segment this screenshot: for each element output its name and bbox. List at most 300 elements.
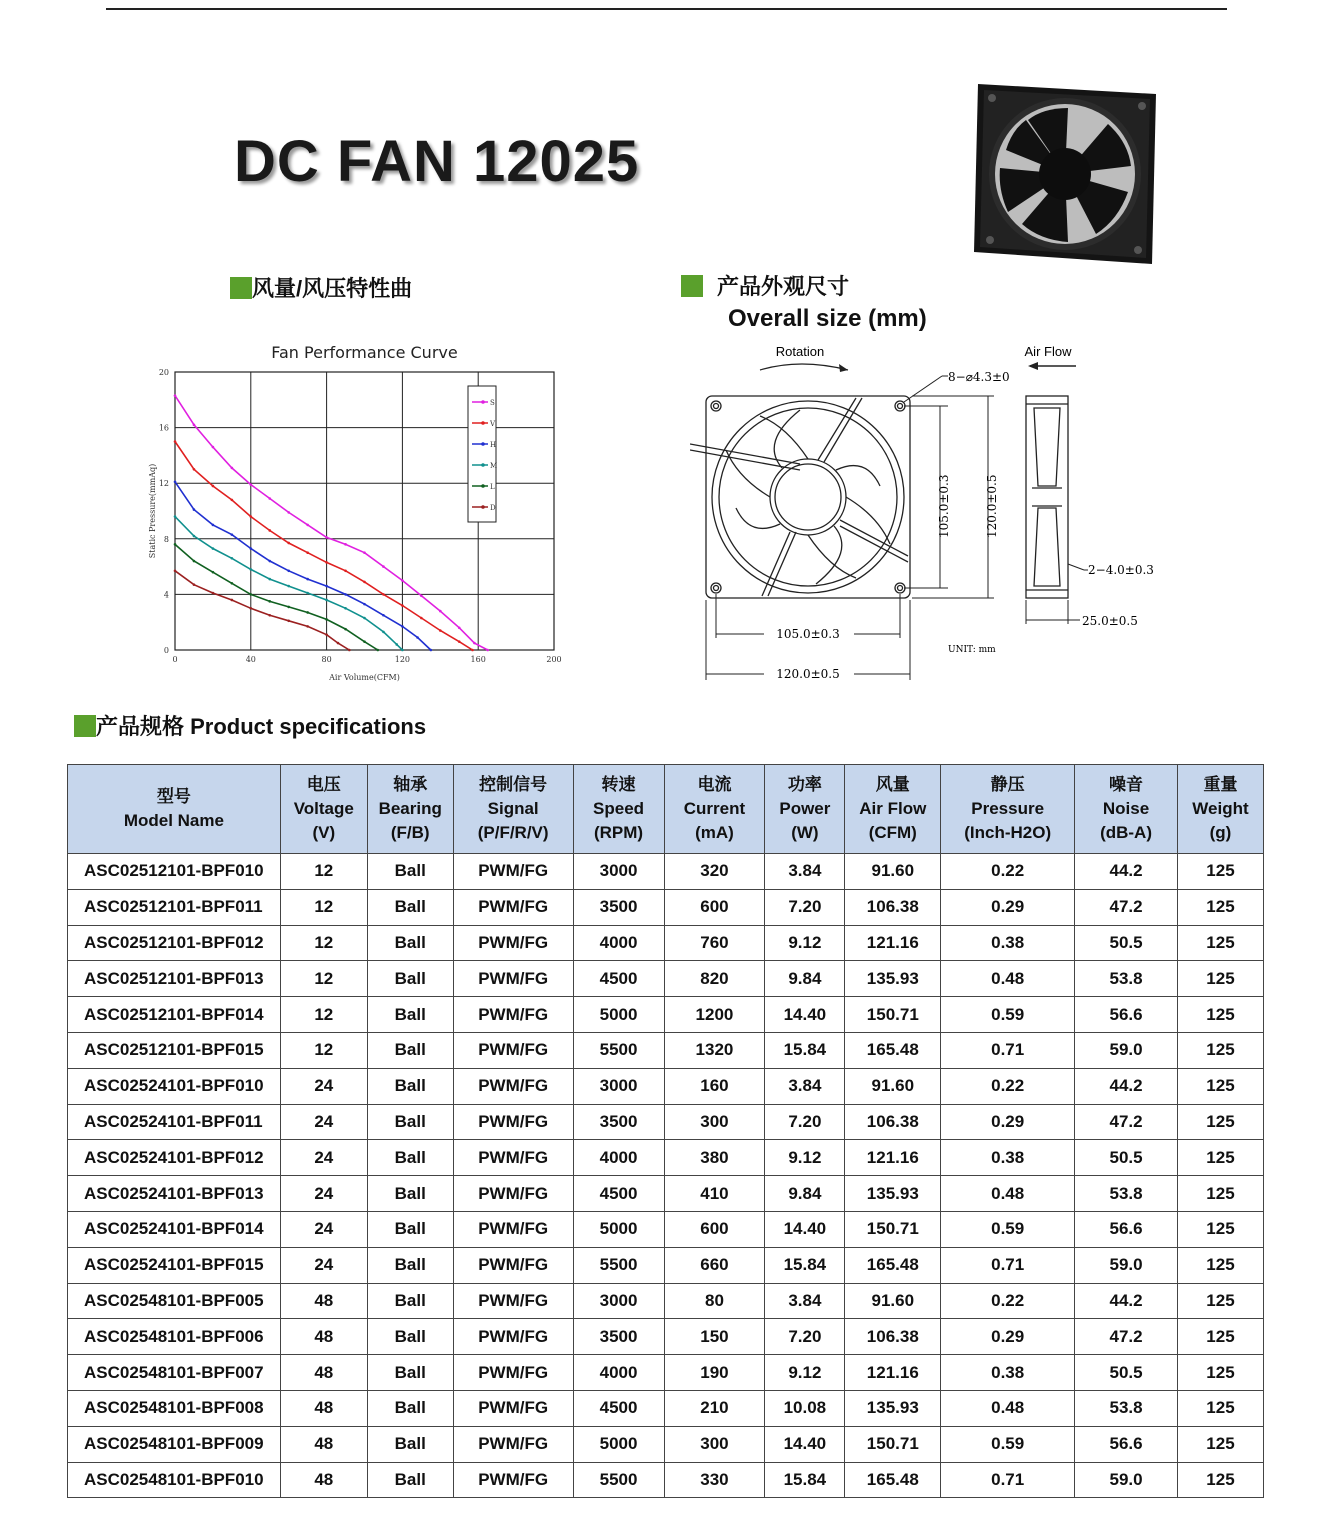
table-cell: PWM/FG (453, 997, 573, 1033)
legend-marker (481, 421, 485, 425)
table-cell: PWM/FG (453, 854, 573, 890)
table-cell: 0.38 (941, 1140, 1075, 1176)
table-cell: 0.71 (941, 1247, 1075, 1283)
header-line: Weight (1192, 799, 1249, 818)
column-header (280, 765, 367, 854)
table-cell: 24 (280, 1140, 367, 1176)
table-cell: PWM/FG (453, 1462, 573, 1498)
table-cell: 0.29 (941, 1104, 1075, 1140)
series-point-L (193, 560, 196, 563)
series-point-H (212, 524, 215, 527)
table-cell: 14.40 (765, 997, 845, 1033)
header-line: Current (683, 799, 746, 818)
table-cell: 4000 (573, 1140, 664, 1176)
table-cell: 121.16 (845, 925, 941, 961)
table-cell: 135.93 (845, 1176, 941, 1212)
spec-table (67, 764, 1264, 1498)
header-line: 静压 (990, 775, 1025, 794)
model-name-cell: ASC02524101-BPF011 (68, 1104, 281, 1140)
series-point-M (363, 617, 366, 620)
table-cell: Ball (367, 1390, 453, 1426)
table-cell: 0.22 (941, 1283, 1075, 1319)
table-cell: 4500 (573, 1176, 664, 1212)
table-cell: 300 (664, 1104, 765, 1140)
table-cell: 1200 (664, 997, 765, 1033)
series-point-L (344, 628, 347, 631)
plot-area (175, 372, 554, 650)
table-cell: Ball (367, 889, 453, 925)
legend-marker (481, 484, 485, 488)
table-cell: 24 (280, 1068, 367, 1104)
series-point-H (363, 603, 366, 606)
series-point-S (193, 424, 196, 427)
series-point-V (250, 515, 253, 518)
table-header-row (68, 765, 1264, 854)
table-cell: 125 (1177, 961, 1263, 997)
table-cell: PWM/FG (453, 1319, 573, 1355)
table-cell: 0.59 (941, 1211, 1075, 1247)
table-cell: 59.0 (1075, 1247, 1178, 1283)
series-point-H (325, 585, 328, 588)
table-cell: 190 (664, 1355, 765, 1391)
table-cell: 44.2 (1075, 854, 1178, 890)
column-header (367, 765, 453, 854)
airflow-label: Air Flow (1024, 344, 1072, 359)
series-point-V (401, 604, 404, 607)
table-cell: 5000 (573, 997, 664, 1033)
table-cell: PWM/FG (453, 889, 573, 925)
top-rule (106, 8, 1227, 10)
header-line: 重量 (1203, 775, 1238, 794)
model-name-cell: ASC02548101-BPF005 (68, 1283, 281, 1319)
table-row (68, 1211, 1264, 1247)
table-cell: 410 (664, 1176, 765, 1212)
model-name-cell: ASC02548101-BPF010 (68, 1462, 281, 1498)
series-point-V (287, 542, 290, 545)
column-header (1075, 765, 1178, 854)
series-point-V (174, 440, 177, 443)
table-cell: 9.12 (765, 1140, 845, 1176)
series-point-V (382, 593, 385, 596)
column-header (573, 765, 664, 854)
table-cell: Ball (367, 1247, 453, 1283)
table-cell: 12 (280, 961, 367, 997)
table-cell: 0.59 (941, 1426, 1075, 1462)
series-point-V (231, 499, 234, 502)
table-cell: 44.2 (1075, 1283, 1178, 1319)
header-line: Pressure (971, 799, 1045, 818)
table-cell: 48 (280, 1426, 367, 1462)
table-cell: Ball (367, 1104, 453, 1140)
table-row (68, 1462, 1264, 1498)
series-point-L (325, 618, 328, 621)
table-cell: Ball (367, 1426, 453, 1462)
table-cell: Ball (367, 1283, 453, 1319)
table-row (68, 1068, 1264, 1104)
page-title: DC FAN 12025 (234, 129, 640, 194)
table-cell: 7.20 (765, 1104, 845, 1140)
table-cell: PWM/FG (453, 1140, 573, 1176)
series-point-M (174, 515, 177, 518)
dim-105-vertical: 105.0±0.3 (937, 474, 951, 538)
green-square-icon (681, 275, 703, 297)
table-cell: 125 (1177, 1211, 1263, 1247)
fan-performance-chart (140, 338, 580, 688)
table-row (68, 854, 1264, 890)
table-cell: 3500 (573, 1104, 664, 1140)
table-cell: 15.84 (765, 1247, 845, 1283)
table-cell: 0.22 (941, 854, 1075, 890)
series-point-S (268, 497, 271, 500)
series-point-H (231, 533, 234, 536)
table-cell: 50.5 (1075, 1140, 1178, 1176)
table-cell: PWM/FG (453, 1176, 573, 1212)
table-cell: 0.38 (941, 925, 1075, 961)
series-point-S (212, 446, 215, 449)
dim-depth: 25.0±0.5 (1082, 614, 1138, 628)
green-square-icon (230, 277, 252, 299)
header-line: Bearing (378, 799, 442, 818)
rotation-arrowhead (839, 364, 848, 372)
table-cell: PWM/FG (453, 1104, 573, 1140)
series-point-V (193, 468, 196, 471)
x-tick-label: 40 (245, 655, 256, 664)
table-cell: 0.48 (941, 1176, 1075, 1212)
header-line: (dB-A) (1100, 823, 1152, 842)
side-view (1026, 396, 1068, 598)
y-tick-label: 12 (158, 479, 169, 489)
series-point-H (401, 625, 404, 628)
table-cell: 125 (1177, 925, 1263, 961)
series-point-L (174, 543, 177, 546)
header-line: 风量 (875, 775, 910, 794)
table-cell: 12 (280, 889, 367, 925)
series-point-S (325, 536, 328, 539)
table-cell: PWM/FG (453, 1355, 573, 1391)
series-point-D (337, 642, 340, 645)
fan-product-photo (968, 80, 1160, 266)
table-cell: 106.38 (845, 1104, 941, 1140)
table-cell: 47.2 (1075, 1319, 1178, 1355)
series-point-M (395, 643, 398, 646)
table-cell: 4500 (573, 1390, 664, 1426)
header-line: (F/B) (390, 823, 430, 842)
series-line-L (175, 544, 378, 650)
table-cell: Ball (367, 1462, 453, 1498)
table-cell: 48 (280, 1462, 367, 1498)
table-cell: PWM/FG (453, 1426, 573, 1462)
series-point-L (268, 600, 271, 603)
table-cell: 9.12 (765, 925, 845, 961)
table-row (68, 1426, 1264, 1462)
table-cell: 7.20 (765, 1319, 845, 1355)
table-cell: 165.48 (845, 1032, 941, 1068)
table-cell: 91.60 (845, 1068, 941, 1104)
legend-marker (481, 442, 485, 446)
series-point-L (231, 582, 234, 585)
table-cell: 5500 (573, 1247, 664, 1283)
y-tick-label: 8 (163, 534, 169, 544)
table-cell: 121.16 (845, 1355, 941, 1391)
model-name-cell: ASC02548101-BPF007 (68, 1355, 281, 1391)
table-cell: 9.84 (765, 961, 845, 997)
table-cell: 600 (664, 1211, 765, 1247)
table-cell: 165.48 (845, 1462, 941, 1498)
series-point-M (212, 547, 215, 550)
table-cell: 10.08 (765, 1390, 845, 1426)
series-point-L (212, 571, 215, 574)
table-cell: 9.12 (765, 1355, 845, 1391)
dim-flange: 2−4.0±0.3 (1088, 563, 1154, 577)
airflow-arrowhead (1028, 362, 1038, 370)
series-point-V (268, 529, 271, 532)
model-name-cell: ASC02512101-BPF015 (68, 1032, 281, 1068)
table-cell: 660 (664, 1247, 765, 1283)
series-point-M (401, 649, 404, 652)
series-point-H (287, 569, 290, 572)
table-cell: 300 (664, 1426, 765, 1462)
table-cell: 14.40 (765, 1211, 845, 1247)
legend-label: S (490, 399, 495, 407)
table-cell: PWM/FG (453, 961, 573, 997)
table-cell: 0.48 (941, 1390, 1075, 1426)
table-cell: Ball (367, 1068, 453, 1104)
header-line: Voltage (293, 799, 354, 818)
table-cell: Ball (367, 997, 453, 1033)
table-cell: 14.40 (765, 1426, 845, 1462)
table-cell: 3500 (573, 1319, 664, 1355)
series-point-S (473, 642, 476, 645)
table-cell: 48 (280, 1355, 367, 1391)
header-line: 噪音 (1109, 775, 1144, 794)
table-cell: 0.71 (941, 1032, 1075, 1068)
series-point-H (344, 593, 347, 596)
table-cell: 12 (280, 854, 367, 890)
table-row (68, 1283, 1264, 1319)
table-cell: 48 (280, 1390, 367, 1426)
table-cell: 760 (664, 925, 765, 961)
table-cell: 150 (664, 1319, 765, 1355)
table-cell: 3000 (573, 854, 664, 890)
table-cell: 91.60 (845, 854, 941, 890)
table-row (68, 1176, 1264, 1212)
series-point-L (363, 640, 366, 643)
series-point-D (348, 649, 351, 652)
legend-label: H (490, 441, 497, 449)
header-line: (RPM) (593, 823, 644, 842)
series-point-L (376, 649, 379, 652)
table-cell: 0.48 (941, 961, 1075, 997)
series-point-D (306, 625, 309, 628)
series-point-V (212, 485, 215, 488)
header-line: (V) (312, 823, 336, 842)
table-cell: 125 (1177, 1283, 1263, 1319)
dimension-drawing (690, 338, 1170, 688)
table-cell: 5500 (573, 1032, 664, 1068)
y-tick-label: 0 (163, 646, 169, 655)
x-tick-label: 0 (172, 655, 178, 664)
table-cell: Ball (367, 854, 453, 890)
header-line: (mA) (695, 823, 734, 842)
series-point-M (287, 585, 290, 588)
column-header (845, 765, 941, 854)
y-tick-label: 20 (158, 368, 169, 377)
header-line: 控制信号 (479, 775, 548, 794)
header-line: (g) (1209, 823, 1232, 842)
model-name-cell: ASC02524101-BPF014 (68, 1211, 281, 1247)
table-cell: 24 (280, 1211, 367, 1247)
legend-marker (481, 463, 485, 467)
series-point-M (325, 599, 328, 602)
rotation-arrow (760, 364, 848, 370)
series-point-S (382, 565, 385, 568)
y-tick-label: 16 (158, 423, 169, 433)
table-cell: 125 (1177, 1390, 1263, 1426)
table-row (68, 1319, 1264, 1355)
table-cell: 44.2 (1075, 1068, 1178, 1104)
table-cell: 165.48 (845, 1247, 941, 1283)
header-line: Air Flow (859, 799, 927, 818)
table-cell: 24 (280, 1176, 367, 1212)
column-header (664, 765, 765, 854)
table-row (68, 1355, 1264, 1391)
model-name-cell: ASC02524101-BPF012 (68, 1140, 281, 1176)
model-name-cell: ASC02512101-BPF010 (68, 854, 281, 890)
front-view (690, 396, 910, 598)
size-subheading: Overall size (mm) (728, 305, 927, 332)
table-cell: 91.60 (845, 1283, 941, 1319)
header-line: (Inch-H2O) (964, 823, 1052, 842)
unit-label: UNIT: mm (948, 645, 996, 655)
series-point-V (325, 561, 328, 564)
table-cell: 125 (1177, 1104, 1263, 1140)
rotation-label: Rotation (775, 344, 825, 359)
y-axis-label: Static Pressure(mmAq) (148, 463, 157, 559)
series-point-V (471, 649, 474, 652)
curve-heading: 风量/风压特性曲 (230, 272, 412, 303)
column-header (765, 765, 845, 854)
table-cell: 0.71 (941, 1462, 1075, 1498)
series-point-H (250, 547, 253, 550)
table-cell: PWM/FG (453, 1032, 573, 1068)
series-line-D (175, 571, 349, 650)
table-body (68, 854, 1264, 1498)
hole-label: 8−⌀4.3±0 (948, 370, 1010, 384)
table-cell: PWM/FG (453, 1247, 573, 1283)
series-point-V (363, 581, 366, 584)
table-cell: 24 (280, 1247, 367, 1283)
series-point-M (344, 607, 347, 610)
model-name-cell: ASC02524101-BPF010 (68, 1068, 281, 1104)
series-point-M (193, 535, 196, 538)
table-cell: 15.84 (765, 1032, 845, 1068)
series-point-S (174, 394, 177, 397)
table-cell: 50.5 (1075, 925, 1178, 961)
spec-heading: 产品规格 Product specifications (74, 710, 426, 741)
table-row (68, 1247, 1264, 1283)
legend-label: D (490, 504, 496, 512)
series-point-V (420, 617, 423, 620)
table-cell: 47.2 (1075, 889, 1178, 925)
table-cell: PWM/FG (453, 1068, 573, 1104)
table-cell: 135.93 (845, 961, 941, 997)
table-cell: 160 (664, 1068, 765, 1104)
series-point-H (382, 614, 385, 617)
x-tick-label: 200 (546, 655, 562, 664)
table-cell: 125 (1177, 1140, 1263, 1176)
table-row (68, 961, 1264, 997)
table-cell: Ball (367, 1176, 453, 1212)
header-line: Speed (593, 799, 645, 818)
table-cell: 3.84 (765, 854, 845, 890)
series-point-D (231, 599, 234, 602)
series-point-S (231, 467, 234, 470)
table-cell: 150.71 (845, 1426, 941, 1462)
table-cell: 135.93 (845, 1390, 941, 1426)
table-cell: 3000 (573, 1283, 664, 1319)
series-point-V (306, 551, 309, 554)
table-cell: 125 (1177, 1032, 1263, 1068)
table-cell: 3500 (573, 889, 664, 925)
model-name-cell: ASC02524101-BPF015 (68, 1247, 281, 1283)
table-cell: 125 (1177, 1068, 1263, 1104)
series-point-S (363, 551, 366, 554)
table-cell: 3000 (573, 1068, 664, 1104)
legend-label: M (490, 462, 498, 470)
table-cell: 0.22 (941, 1068, 1075, 1104)
header-line: Noise (1102, 799, 1150, 818)
table-cell: 53.8 (1075, 1390, 1178, 1426)
y-tick-label: 4 (163, 590, 169, 600)
table-cell: 5500 (573, 1462, 664, 1498)
x-axis-label: Air Volume(CFM) (329, 673, 400, 682)
series-point-S (250, 483, 253, 486)
series-point-D (287, 620, 290, 623)
table-cell: Ball (367, 1140, 453, 1176)
table-cell: 3.84 (765, 1283, 845, 1319)
series-point-S (458, 626, 461, 629)
table-cell: 125 (1177, 997, 1263, 1033)
table-row (68, 925, 1264, 961)
series-point-H (193, 508, 196, 511)
model-name-cell: ASC02548101-BPF008 (68, 1390, 281, 1426)
table-cell: 380 (664, 1140, 765, 1176)
series-point-M (268, 578, 271, 581)
dim-120-horizontal: 120.0±0.5 (776, 667, 840, 681)
chart-title: Fan Performance Curve (271, 343, 458, 362)
table-cell: 125 (1177, 1319, 1263, 1355)
model-name-cell: ASC02524101-BPF013 (68, 1176, 281, 1212)
model-name-cell: ASC02512101-BPF013 (68, 961, 281, 997)
table-cell: 48 (280, 1319, 367, 1355)
table-cell: 56.6 (1075, 1426, 1178, 1462)
series-point-M (382, 631, 385, 634)
series-point-S (344, 543, 347, 546)
table-cell: 5000 (573, 1211, 664, 1247)
series-point-M (306, 592, 309, 595)
table-cell: Ball (367, 1032, 453, 1068)
series-point-M (231, 557, 234, 560)
table-cell: 24 (280, 1104, 367, 1140)
table-cell: 47.2 (1075, 1104, 1178, 1140)
model-name-cell: ASC02548101-BPF009 (68, 1426, 281, 1462)
model-name-cell: ASC02512101-BPF012 (68, 925, 281, 961)
table-cell: 50.5 (1075, 1355, 1178, 1391)
table-cell: 125 (1177, 1355, 1263, 1391)
table-cell: 125 (1177, 1247, 1263, 1283)
table-cell: 600 (664, 889, 765, 925)
column-header (1177, 765, 1263, 854)
